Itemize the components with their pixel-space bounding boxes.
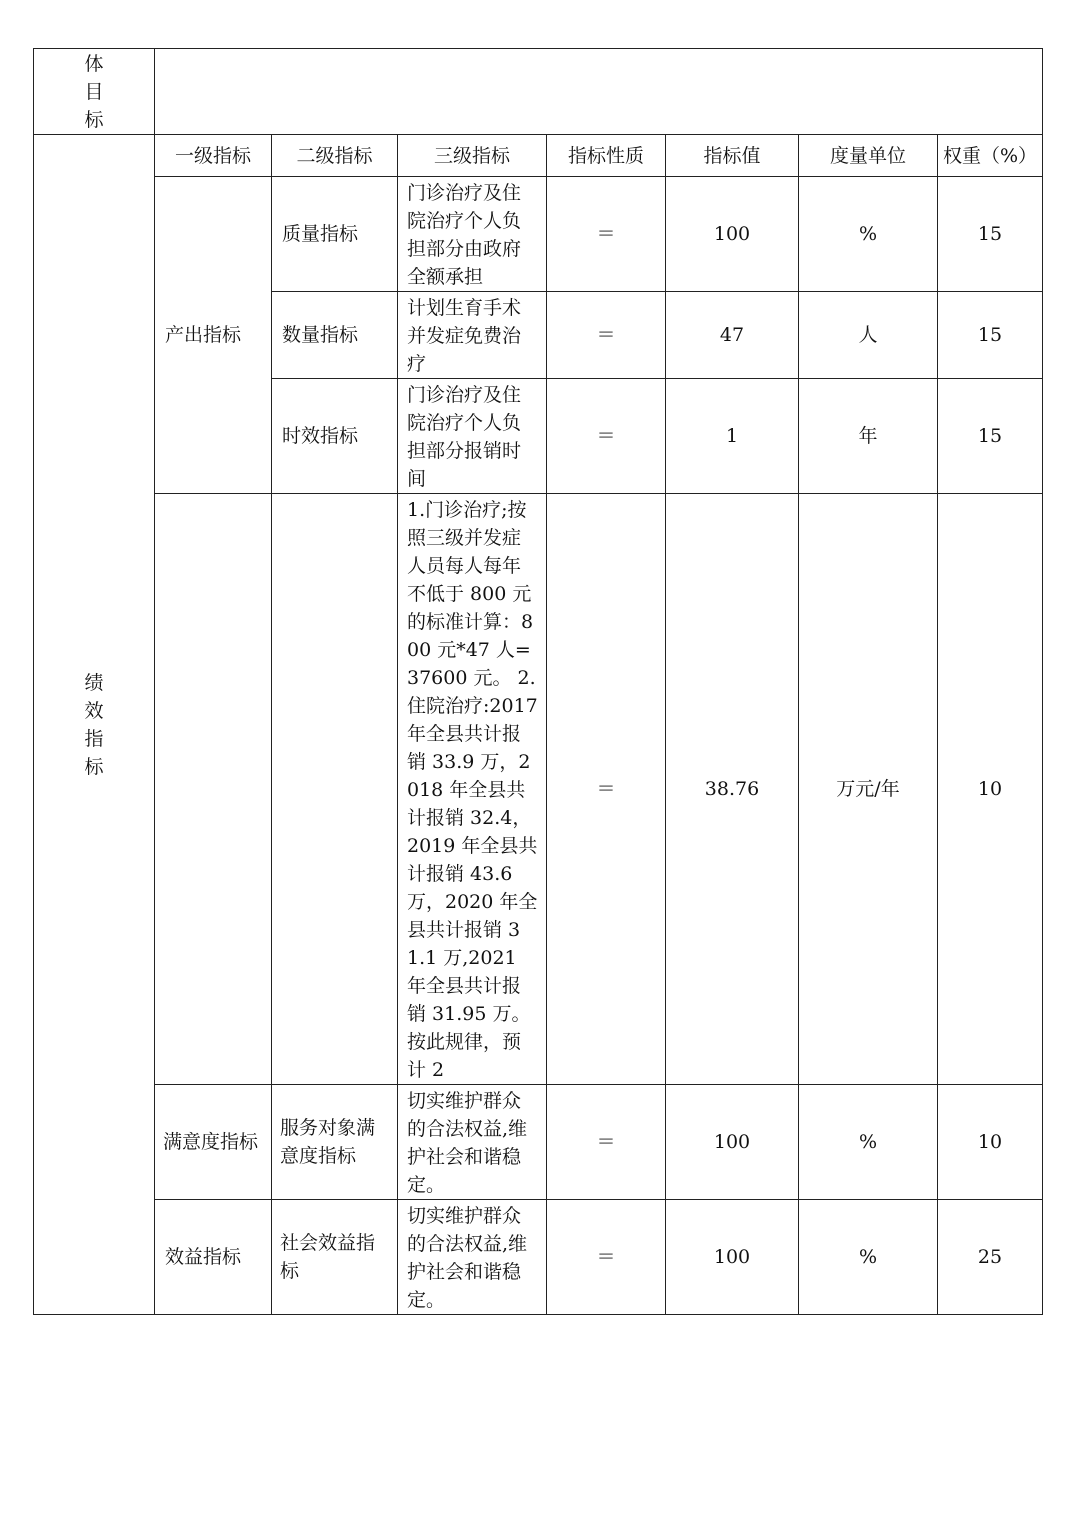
- weight-cell: 15: [938, 379, 1043, 494]
- unit-cell: %: [799, 1200, 938, 1315]
- level3-cell: 门诊治疗及住院治疗个人负担部分由政府全额承担: [398, 177, 547, 292]
- overall-target-content: [155, 49, 1043, 135]
- level2-cell: 时效指标: [272, 379, 398, 494]
- header-row: [34, 135, 1043, 177]
- unit-cell: %: [799, 177, 938, 292]
- header-weight: 权重（%）: [938, 135, 1043, 177]
- weight-cell: 10: [938, 1085, 1043, 1200]
- header-level3: 三级指标: [398, 135, 547, 177]
- unit-cell: 人: [799, 292, 938, 379]
- level1-cell: [155, 494, 272, 1085]
- performance-indicator-label: 绩 效 指 标: [34, 135, 155, 1315]
- value-cell: 100: [666, 1200, 799, 1315]
- group-satisfaction: 满意度指标: [155, 1085, 272, 1200]
- level3-cell: 计划生育手术并发症免费治疗: [398, 292, 547, 379]
- nature-cell: ＝: [547, 1200, 666, 1315]
- table-row: [34, 177, 1043, 292]
- header-level1: 一级指标: [155, 135, 272, 177]
- weight-cell: 15: [938, 177, 1043, 292]
- level2-cell: 质量指标: [272, 177, 398, 292]
- value-cell: 100: [666, 177, 799, 292]
- weight-cell: 15: [938, 292, 1043, 379]
- table-row: [34, 1200, 1043, 1315]
- nature-cell: ＝: [547, 177, 666, 292]
- level2-cell: 服务对象满意度指标: [272, 1085, 398, 1200]
- group-benefit: 效益指标: [155, 1200, 272, 1315]
- nature-cell: ＝: [547, 292, 666, 379]
- level3-cell: 切实维护群众的合法权益,维护社会和谐稳定。: [398, 1200, 547, 1315]
- table-row: [34, 494, 1043, 1085]
- level3-cell: 门诊治疗及住院治疗个人负担部分报销时间: [398, 379, 547, 494]
- overall-target-label: 体 目 标: [34, 49, 155, 135]
- weight-cell: 10: [938, 494, 1043, 1085]
- nature-cell: ＝: [547, 494, 666, 1085]
- performance-indicator-table: [33, 48, 1043, 1315]
- table-row: [34, 1085, 1043, 1200]
- level2-cell: 数量指标: [272, 292, 398, 379]
- unit-cell: 年: [799, 379, 938, 494]
- nature-cell: ＝: [547, 379, 666, 494]
- level3-cell: 切实维护群众的合法权益,维护社会和谐稳定。: [398, 1085, 547, 1200]
- group-output: 产出指标: [155, 177, 272, 494]
- header-value: 指标值: [666, 135, 799, 177]
- level2-cell: [272, 494, 398, 1085]
- header-unit: 度量单位: [799, 135, 938, 177]
- header-nature: 指标性质: [547, 135, 666, 177]
- level3-cell: 1.门诊治疗;按照三级并发症人员每人每年不低于 800 元的标准计算：800 元*47 人=37600 元。 2.住院治疗:2017 年全县共计报销 33.9 万，2018 年全县共计报销 32.4，2019 年全县共计报销 43.6 万，2020 年全县共计报销 31.1 万,2021 年全县共计报销 31.95 万。按此规律，预计 2: [398, 494, 547, 1085]
- value-cell: 1: [666, 379, 799, 494]
- weight-cell: 25: [938, 1200, 1043, 1315]
- value-cell: 47: [666, 292, 799, 379]
- overall-target-row: [34, 49, 1043, 135]
- header-level2: 二级指标: [272, 135, 398, 177]
- level2-cell: 社会效益指标: [272, 1200, 398, 1315]
- unit-cell: %: [799, 1085, 938, 1200]
- unit-cell: 万元/年: [799, 494, 938, 1085]
- nature-cell: ＝: [547, 1085, 666, 1200]
- value-cell: 38.76: [666, 494, 799, 1085]
- value-cell: 100: [666, 1085, 799, 1200]
